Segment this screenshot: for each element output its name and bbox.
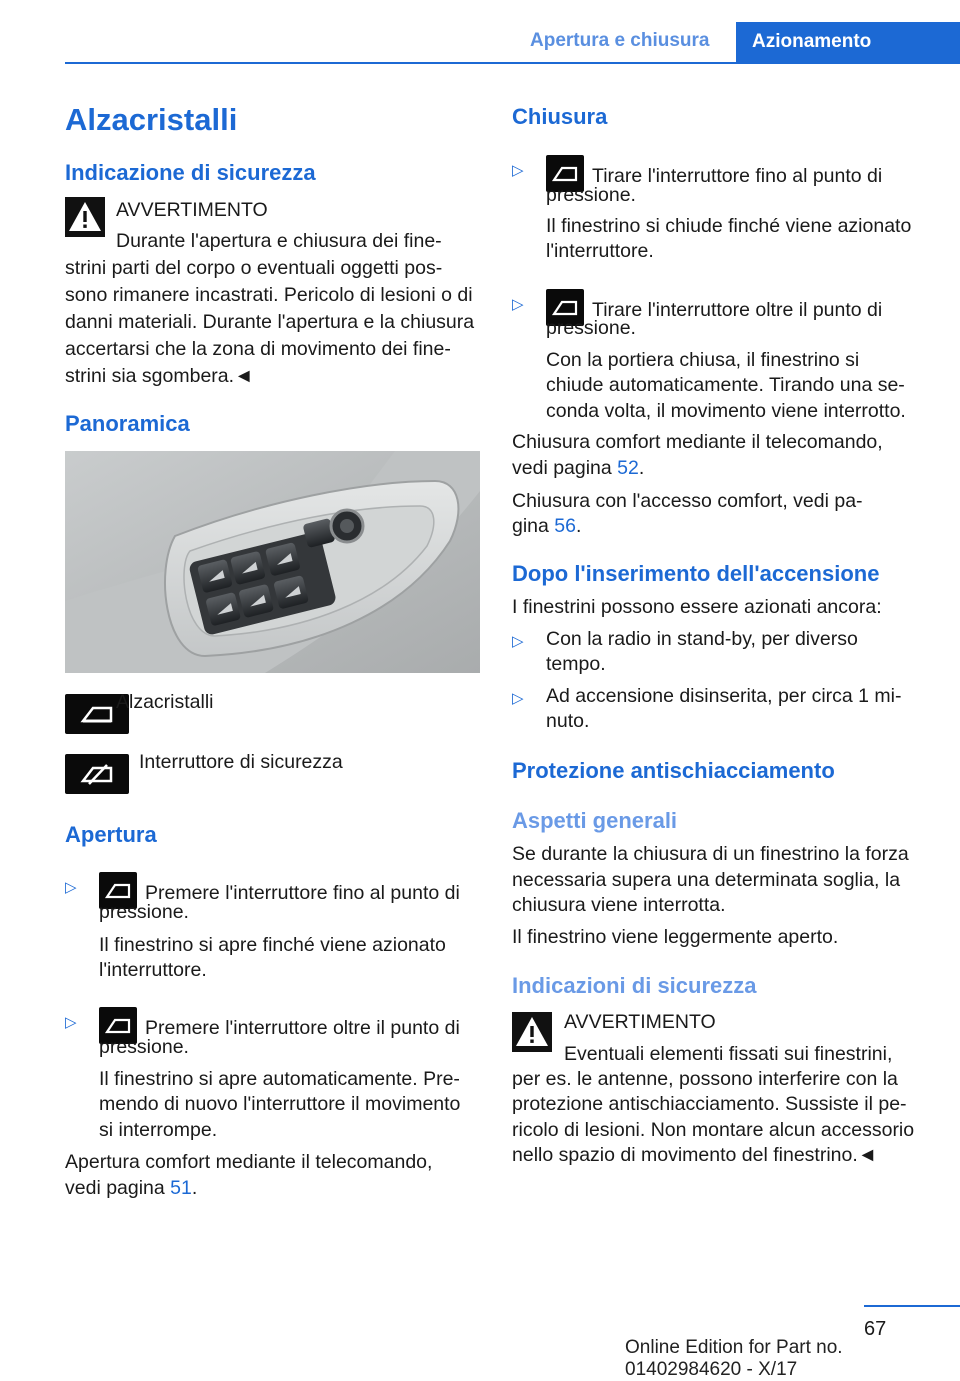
comfort-close-text: Chiusura comfort mediante il telecomando, [512,431,883,453]
bullet-marker: ▷ [65,879,77,896]
page-link-52[interactable]: 52 [617,457,639,479]
header-section-title: Apertura e chiusura [530,30,710,51]
warning-line: protezione antischiacciamento. Sussiste il pe- [512,1093,907,1115]
overview-heading: Panoramica [65,411,190,436]
general-heading: Aspetti generali [512,808,678,833]
warning-line: Eventuali elementi fissati sui finestrini, [564,1043,893,1065]
header-rule [65,62,960,64]
warning-line: accertarsi che la zona di movimento dei fine- [65,338,451,360]
list-item-text: nuto. [546,710,590,732]
pinch-safety-heading: Indicazioni di sicurezza [512,973,757,998]
warning-line: sono rimanere incastrati. Pericolo di lesioni o di [65,284,473,306]
warning-label: AVVERTIMENTO [116,199,268,221]
warning-icon [512,1012,552,1052]
warning-line: nello spazio di movimento del finestrino.◄ [512,1144,878,1166]
general-text-line: chiusura viene interrotta. [512,894,726,916]
after-ignition-heading: Dopo l'inserimento dell'accensione [512,561,880,586]
list-item-text: Con la radio in stand-by, per diverso [546,628,858,650]
page-title: Alzacristalli [65,102,238,137]
bullet-marker: ▷ [65,1014,77,1031]
list-item-text: Il finestrino si chiude finché viene azionato [546,215,912,237]
warning-icon [65,197,105,237]
list-item: Tirare l'interruttore fino al punto di [546,155,924,192]
list-item: Premere l'interruttore fino al punto di [99,872,480,909]
warning-line: strini sia sgombera.◄ [65,365,254,387]
list-item-text: Con la portiera chiusa, il finestrino si [546,349,860,371]
list-item-text: tempo. [546,653,606,675]
comfort-open-text: Apertura comfort mediante il telecomando, [65,1151,433,1173]
bullet-marker: ▷ [512,296,524,313]
comfort-access-ref: gina 56. [512,515,582,537]
header-chapter-tab: Azionamento [736,22,960,64]
list-item-text: mendo di nuovo l'interruttore il movimento [99,1093,461,1115]
page-link-56[interactable]: 56 [554,515,576,537]
list-item-text: Ad accensione disinserita, per circa 1 mi- [546,685,902,707]
general-text-line: Se durante la chiusura di un finestrino la forza [512,843,909,865]
warning-line: strini parti del corpo o eventuali oggetti pos- [65,257,443,279]
opening-heading: Apertura [65,822,157,847]
page-number: 67 [864,1318,887,1340]
comfort-close-ref: vedi pagina 52. [512,457,645,479]
warning-line: per es. le antenne, possono interferire con la [512,1068,898,1090]
list-item-text: Il finestrino si apre finché viene azionato [99,934,446,956]
warning-line: Durante l'apertura e chiusura dei fine- [116,230,442,252]
list-item-text: l'interruttore. [546,240,654,262]
comfort-open-ref: vedi pagina 51. [65,1177,198,1199]
edition-text: Online Edition for Part no. 01402984620 - X/17 [625,1337,843,1380]
safety-heading: Indicazione di sicurezza [65,160,316,185]
list-item-text: pressione. [99,901,189,923]
bullet-marker: ▷ [512,633,524,650]
list-item-text: pressione. [546,317,636,339]
list-item-text: Il finestrino si apre automaticamente. Pre- [99,1068,460,1090]
footer-rule [864,1305,960,1307]
list-item-text: pressione. [99,1036,189,1058]
list-item-text: chiude automaticamente. Tirando una se- [546,374,905,396]
list-item: Tirare l'interruttore oltre il punto di [546,289,924,326]
page-link-51[interactable]: 51 [170,1177,192,1199]
general-text-line: necessaria supera una determinata soglia, la [512,869,901,891]
list-item-text: si interrompe. [99,1119,218,1141]
window-switch-photo [65,451,480,673]
list-item-text: pressione. [546,184,636,206]
bullet-marker: ▷ [512,690,524,707]
comfort-access-text: Chiusura con l'accesso comfort, vedi pa- [512,490,863,512]
warning-line: danni materiali. Durante l'apertura e la chiusura [65,311,475,333]
legend-label: Interruttore di sicurezza [139,751,343,773]
warning-label: AVVERTIMENTO [564,1011,716,1033]
list-item-text: conda volta, il movimento viene interrotto. [546,400,906,422]
warning-line: ricolo di lesioni. Non montare alcun accessorio [512,1119,915,1141]
general-text-2: Il finestrino viene leggermente aperto. [512,926,839,948]
list-item: Premere l'interruttore oltre il punto di [99,1007,480,1044]
safety-switch-icon [65,754,129,794]
bullet-marker: ▷ [512,162,524,179]
pinch-heading: Protezione antischiacciamento [512,758,835,783]
closing-heading: Chiusura [512,104,608,129]
after-ignition-text: I finestrini possono essere azionati ancora: [512,596,882,618]
legend-label: Alzacristalli [116,691,214,713]
list-item-text: l'interruttore. [99,959,207,981]
